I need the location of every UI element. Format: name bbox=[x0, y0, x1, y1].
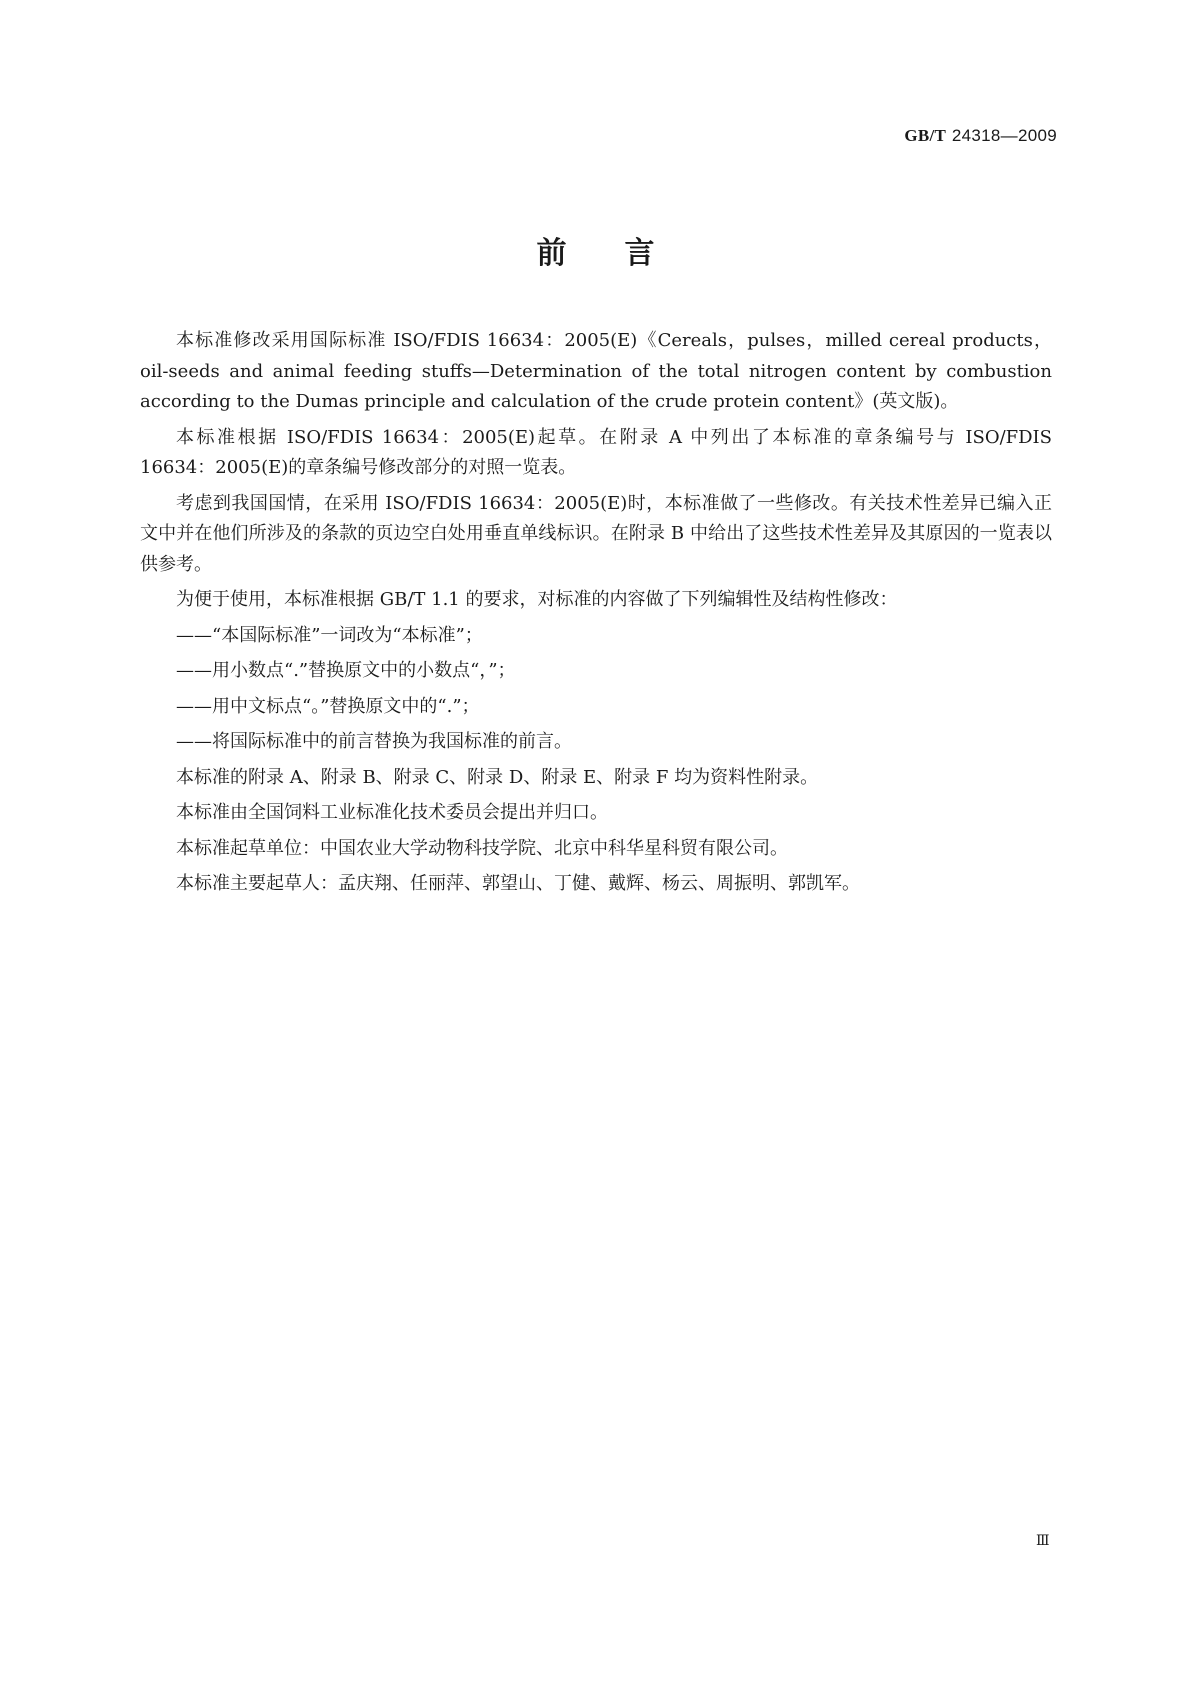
edit-item: ——“本国际标准”一词改为“本标准”； bbox=[176, 624, 483, 646]
page-number: Ⅲ bbox=[1036, 1534, 1050, 1549]
paragraph-drafting-units: 本标准起草单位：中国农业大学动物科技学院、北京中科华星科贸有限公司。 bbox=[176, 837, 788, 859]
paragraph-technical-differences: 考虑到我国国情，在采用 ISO/FDIS 16634：2005(E)时，本标准做了一些修改。有关技术性差异已编入正文中并在他们所涉及的条款的页边空白处用垂直单线标识。在附录 B 中给出了这些技术性差异及其原因的一览表以供参考。 bbox=[140, 492, 1052, 575]
edit-item: ——用中文标点“。”替换原文中的“.”； bbox=[176, 695, 480, 717]
page-title: 前言 bbox=[536, 236, 713, 271]
edit-item: ——将国际标准中的前言替换为我国标准的前言。 bbox=[176, 731, 572, 752]
standard-code-prefix: GB/T bbox=[904, 126, 947, 145]
standard-code-number: 24318—2009 bbox=[951, 126, 1057, 145]
paragraph-drafting-basis: 本标准根据 ISO/FDIS 16634：2005(E)起草。在附录 A 中列出了本标准的章条编号与 ISO/FDIS 16634：2005(E)的章条编号修改部分的对照一览表。 bbox=[140, 426, 1052, 478]
foreword-body bbox=[140, 326, 1052, 905]
paragraph-annexes: 本标准的附录 A、附录 B、附录 C、附录 D、附录 E、附录 F 均为资料性附录。 bbox=[176, 766, 819, 788]
paragraph-drafters: 本标准主要起草人：孟庆翔、任丽萍、郭望山、丁健、戴辉、杨云、周振明、郭凯军。 bbox=[176, 873, 860, 894]
standard-code bbox=[904, 126, 1057, 146]
paragraph-adoption: 本标准修改采用国际标准 ISO/FDIS 16634：2005(E)《Cereals，pulses，milled cereal products，oil-seeds and animal feeding stuffs—Determination of the total nitrogen content by combustion according to the Dumas principle and calculation of the crude protein content》(英文版)。 bbox=[140, 330, 1052, 412]
edit-item: ——用小数点“.”替换原文中的小数点“，”； bbox=[176, 660, 516, 681]
paragraph-editorial-changes: 为便于使用，本标准根据 GB/T 1.1 的要求，对标准的内容做了下列编辑性及结构性修改： bbox=[176, 589, 898, 610]
paragraph-proposer: 本标准由全国饲料工业标准化技术委员会提出并归口。 bbox=[176, 802, 608, 823]
